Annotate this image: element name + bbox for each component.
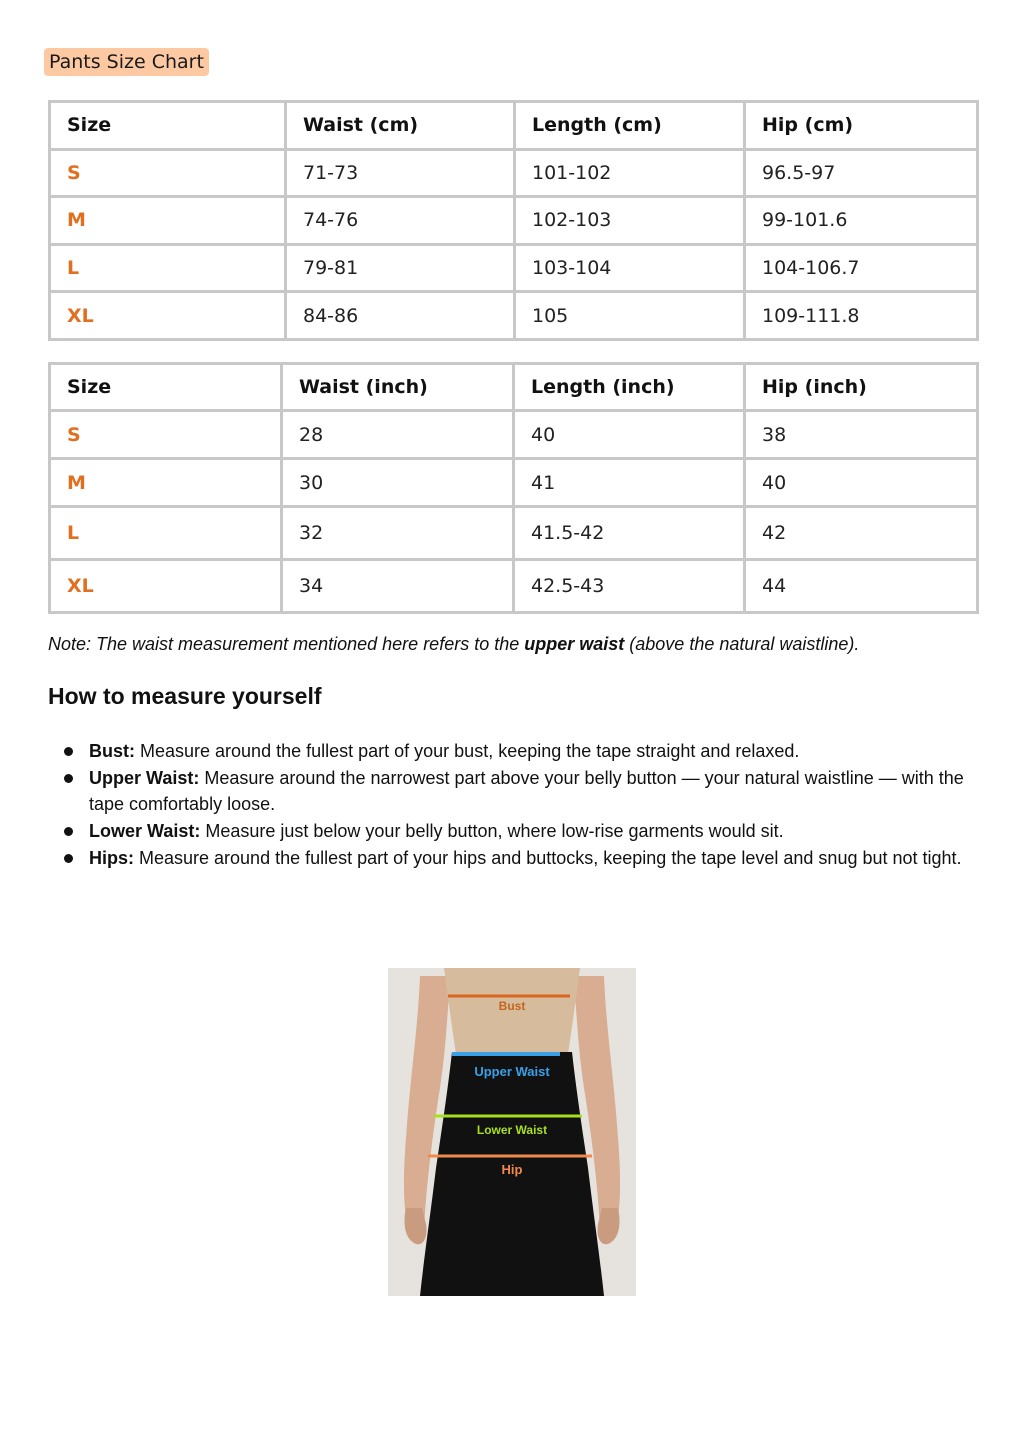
size-cell: S — [50, 149, 286, 197]
list-item — [48, 738, 968, 764]
size-cell: M — [50, 197, 286, 245]
table-cell: 38 — [745, 411, 978, 459]
table-cell: 28 — [282, 411, 514, 459]
table-cell: 84-86 — [286, 292, 515, 340]
column-header: Size — [50, 364, 282, 411]
page-title: Pants Size Chart — [44, 48, 209, 76]
table-cell: 74-76 — [286, 197, 515, 245]
section-heading: How to measure yourself — [48, 683, 322, 709]
note-suffix: (above the natural waistline). — [624, 634, 860, 654]
table-row — [50, 197, 978, 245]
body-illustration — [388, 968, 636, 1296]
table-cell: 103-104 — [515, 244, 745, 292]
item-label: Hips: — [89, 848, 134, 868]
table-cell: 101-102 — [515, 149, 745, 197]
waist-note — [48, 634, 859, 655]
lower-waist-label: Lower Waist — [476, 1123, 548, 1137]
table-row — [50, 292, 978, 340]
table-cell: 71-73 — [286, 149, 515, 197]
table-cell: 96.5-97 — [745, 149, 978, 197]
upper-waist-label: Upper Waist — [474, 1064, 550, 1079]
column-header: Hip (inch) — [745, 364, 978, 411]
item-label: Lower Waist: — [89, 821, 201, 841]
list-item — [48, 765, 968, 817]
column-header: Hip (cm) — [745, 102, 978, 150]
table-cell: 41.5-42 — [514, 507, 745, 560]
column-header: Waist (inch) — [282, 364, 514, 411]
table-cell: 42.5-43 — [514, 560, 745, 613]
size-cell: L — [50, 244, 286, 292]
table-cell: 41 — [514, 459, 745, 507]
table-cell: 109-111.8 — [745, 292, 978, 340]
table-header-row — [50, 102, 978, 150]
measurement-list — [48, 738, 968, 872]
table-row — [50, 411, 978, 459]
item-text: Measure around the narrowest part above your belly button — your natural waistline — with the tape comfortably loose. — [89, 768, 964, 814]
item-label: Bust: — [89, 741, 135, 761]
list-item — [48, 818, 968, 844]
column-header: Size — [50, 102, 286, 150]
column-header: Length (inch) — [514, 364, 745, 411]
table-cell: 40 — [745, 459, 978, 507]
table-cell: 102-103 — [515, 197, 745, 245]
note-emphasis: upper waist — [524, 634, 625, 654]
measurement-figure — [388, 968, 636, 1296]
table-row — [50, 149, 978, 197]
column-header: Waist (cm) — [286, 102, 515, 150]
bullet-icon — [64, 747, 73, 756]
note-prefix: Note: The waist measurement mentioned here refers to the — [48, 634, 525, 654]
bullet-icon — [64, 827, 73, 836]
size-table-cm — [48, 100, 979, 341]
table-header-row — [50, 364, 978, 411]
item-text: Measure around the fullest part of your hips and buttocks, keeping the tape level and snug but not tight. — [134, 848, 962, 868]
table-cell: 104-106.7 — [745, 244, 978, 292]
hip-label: Hip — [501, 1162, 523, 1177]
size-cell: XL — [50, 292, 286, 340]
column-header: Length (cm) — [515, 102, 745, 150]
table-row — [50, 244, 978, 292]
size-table-inch — [48, 362, 979, 614]
table-cell: 42 — [745, 507, 978, 560]
size-cell: L — [50, 507, 282, 560]
bullet-icon — [64, 854, 73, 863]
table-cell: 34 — [282, 560, 514, 613]
table-cell: 79-81 — [286, 244, 515, 292]
list-item — [48, 845, 968, 871]
size-cell: S — [50, 411, 282, 459]
bust-label: Bust — [498, 999, 526, 1013]
table-cell: 40 — [514, 411, 745, 459]
table-row — [50, 459, 978, 507]
bullet-icon — [64, 774, 73, 783]
item-text: Measure just below your belly button, where low-rise garments would sit. — [200, 821, 784, 841]
table-row — [50, 560, 978, 613]
table-cell: 32 — [282, 507, 514, 560]
table-row — [50, 507, 978, 560]
table-cell: 44 — [745, 560, 978, 613]
size-cell: M — [50, 459, 282, 507]
size-cell: XL — [50, 560, 282, 613]
table-cell: 99-101.6 — [745, 197, 978, 245]
table-cell: 30 — [282, 459, 514, 507]
item-label: Upper Waist: — [89, 768, 200, 788]
table-cell: 105 — [515, 292, 745, 340]
item-text: Measure around the fullest part of your bust, keeping the tape straight and relaxed. — [135, 741, 800, 761]
